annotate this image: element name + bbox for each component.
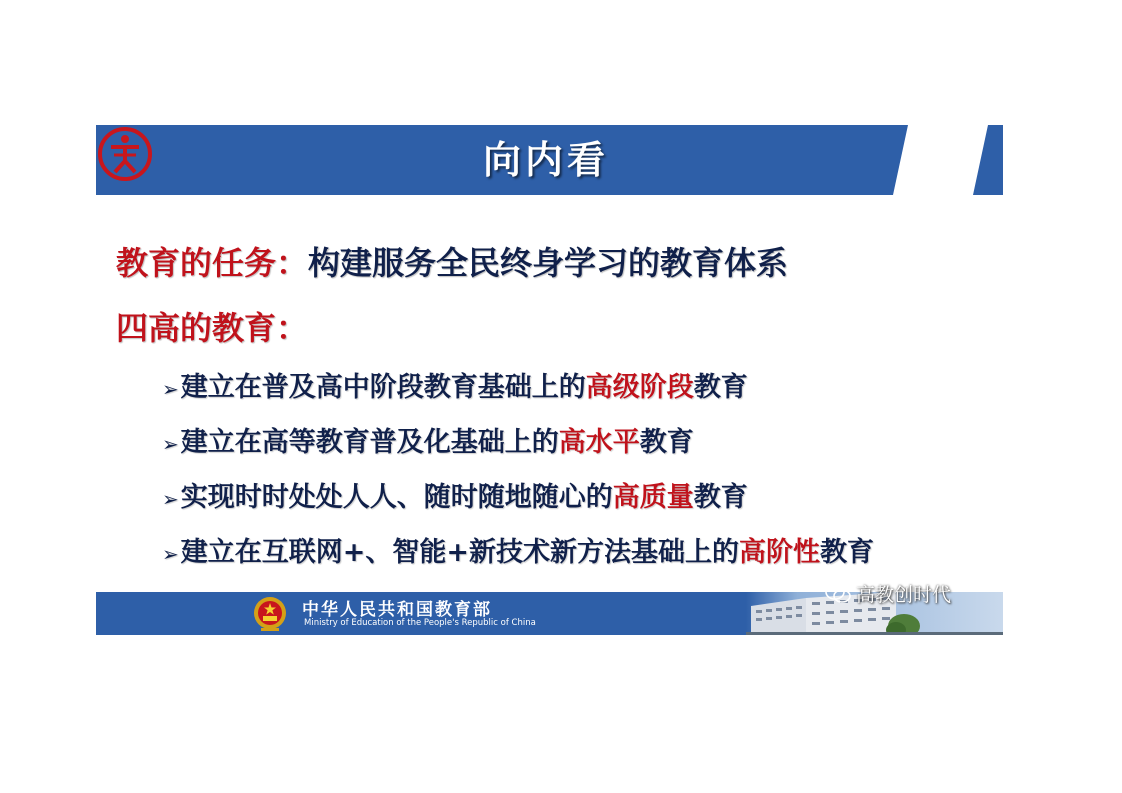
bullet-suffix: 教育 [639, 427, 694, 458]
four-high-heading [116, 303, 308, 349]
task-label: 教育的任务 [116, 244, 277, 282]
ministry-name-cn: 中华人民共和国教育部 [302, 600, 492, 620]
bullet-suffix: 教育 [820, 537, 875, 568]
national-emblem-icon [252, 595, 288, 632]
watermark-text: 高教创时代 [856, 584, 952, 606]
bullet-text: 实现时时处处人人、随时随地随心的 [180, 482, 613, 513]
bullet-highlight: 高阶性 [739, 537, 821, 568]
bullet-text: 建立在高等教育普及化基础上的 [180, 427, 559, 458]
bullet-highlight: 高水平 [558, 427, 640, 458]
ministry-name-en: Ministry of Education of the People's Republic of China [304, 618, 536, 628]
four-high-colon: ： [276, 309, 309, 347]
task-line [116, 238, 788, 284]
wechat-icon [825, 584, 851, 604]
bullet-arrow-icon: ➢ [162, 377, 179, 401]
four-high-label: 四高的教育 [116, 309, 277, 347]
task-colon: ： [276, 244, 309, 282]
bullet-arrow-icon: ➢ [162, 487, 179, 511]
bullet-text: 建立在普及高中阶段教育基础上的 [180, 372, 586, 403]
bullet-item [162, 530, 874, 569]
bullet-arrow-icon: ➢ [162, 432, 179, 456]
bullet-item [162, 365, 748, 404]
bullet-text: 建立在互联网+、智能+新技术新方法基础上的 [180, 537, 740, 568]
slide-title: 向内看 [482, 138, 609, 182]
bullet-arrow-icon: ➢ [162, 542, 179, 566]
bullet-suffix: 教育 [693, 372, 748, 403]
title-bar [96, 125, 1003, 195]
bullet-suffix: 教育 [693, 482, 748, 513]
slide [96, 125, 1003, 635]
bullet-highlight: 高级阶段 [585, 372, 694, 403]
task-text: 构建服务全民终身学习的教育体系 [308, 244, 789, 282]
bullet-highlight: 高质量 [612, 482, 694, 513]
institution-logo-icon [96, 125, 154, 183]
bullet-item [162, 475, 748, 514]
bullet-item [162, 420, 694, 459]
